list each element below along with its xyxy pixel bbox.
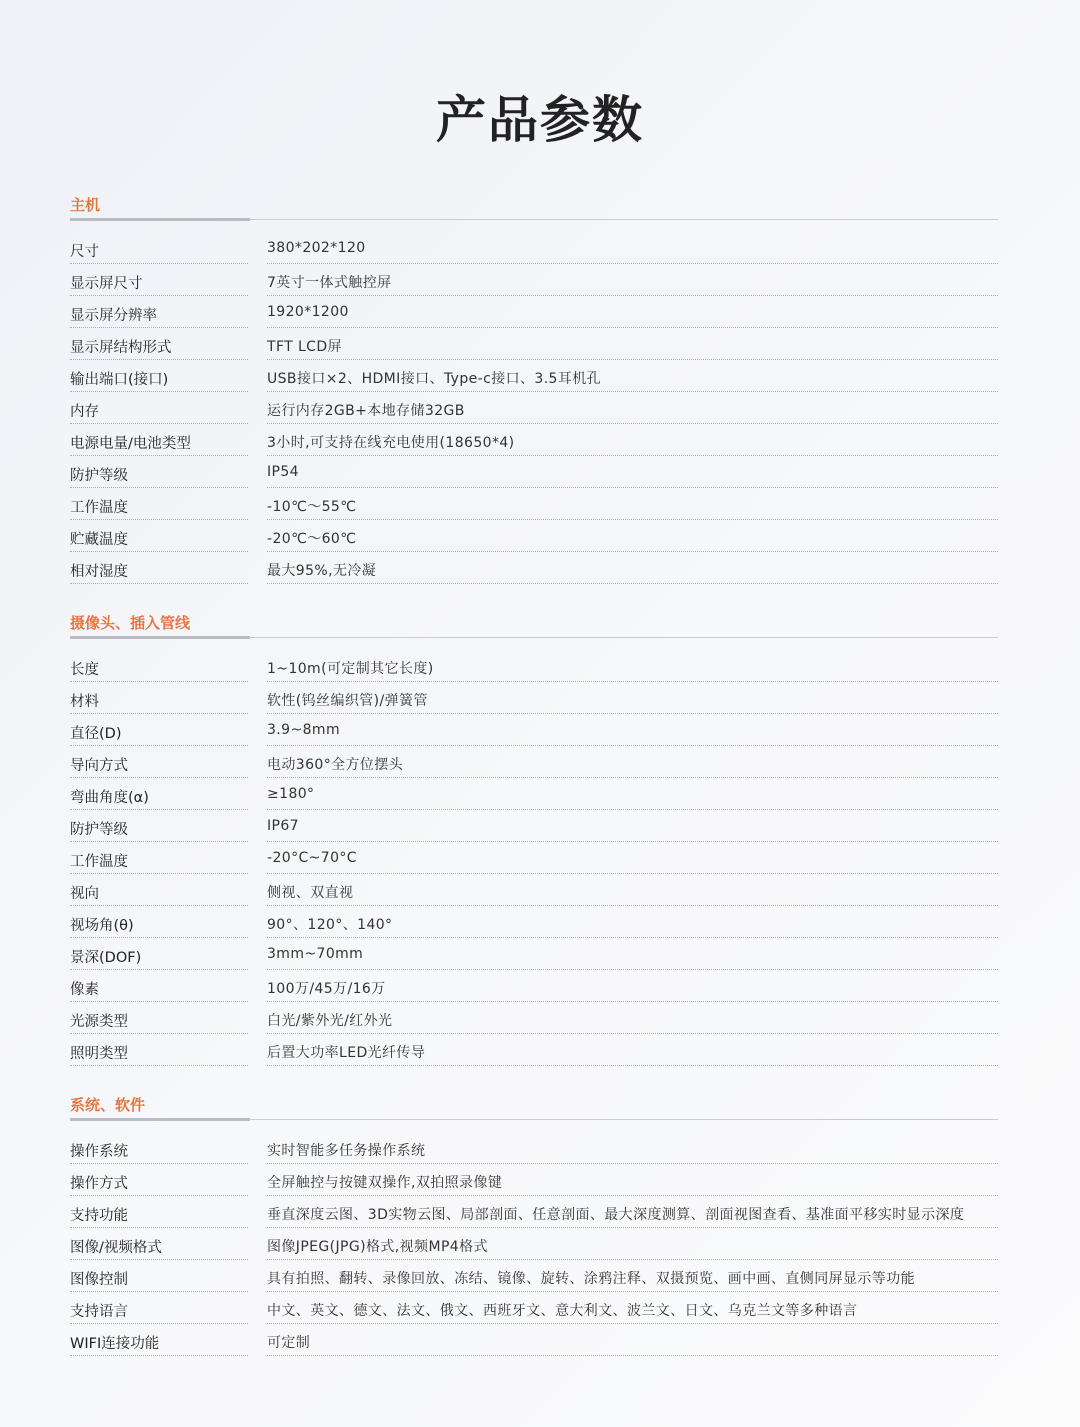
spec-table xyxy=(70,234,998,586)
value-dotted-rule xyxy=(267,937,998,938)
spec-row xyxy=(70,1134,998,1166)
spec-value: 垂直深度云图、3D实物云图、局部剖面、任意剖面、最大深度测算、剖面视图查看、基准面平移实时显示深度 xyxy=(267,1207,965,1223)
spec-label: 内存 xyxy=(70,404,99,420)
spec-value: 7英寸一体式触控屏 xyxy=(267,275,392,291)
value-dotted-rule xyxy=(267,681,998,682)
value-dotted-rule xyxy=(267,1227,998,1228)
spec-label: 工作温度 xyxy=(70,500,128,516)
label-dotted-rule xyxy=(70,1195,248,1196)
spec-label: 工作温度 xyxy=(70,854,128,870)
value-dotted-rule xyxy=(267,1355,998,1356)
label-dotted-rule xyxy=(70,1227,248,1228)
label-dotted-rule xyxy=(70,681,248,682)
spec-row xyxy=(70,940,998,972)
label-dotted-rule xyxy=(70,873,248,874)
spec-value: 图像JPEG(JPG)格式,视频MP4格式 xyxy=(267,1239,488,1255)
label-dotted-rule xyxy=(70,937,248,938)
spec-row xyxy=(70,394,998,426)
spec-value: -20℃～60℃ xyxy=(267,531,357,547)
spec-row xyxy=(70,1036,998,1068)
spec-row xyxy=(70,1230,998,1262)
spec-row xyxy=(70,844,998,876)
spec-row xyxy=(70,652,998,684)
spec-row xyxy=(70,716,998,748)
label-dotted-rule xyxy=(70,551,248,552)
section-host xyxy=(70,192,998,586)
value-dotted-rule xyxy=(267,1259,998,1260)
spec-row xyxy=(70,780,998,812)
value-dotted-rule xyxy=(267,873,998,874)
spec-table xyxy=(70,652,998,1068)
label-dotted-rule xyxy=(70,1355,248,1356)
value-dotted-rule xyxy=(267,391,998,392)
spec-label: 视向 xyxy=(70,886,99,902)
spec-row xyxy=(70,330,998,362)
spec-row xyxy=(70,972,998,1004)
spec-value: TFT LCD屏 xyxy=(267,339,342,355)
value-dotted-rule xyxy=(267,969,998,970)
section-title: 摄像头、插入管线 xyxy=(70,614,191,632)
label-dotted-rule xyxy=(70,423,248,424)
spec-label: 图像控制 xyxy=(70,1272,128,1288)
spec-label: 防护等级 xyxy=(70,468,128,484)
spec-row xyxy=(70,554,998,586)
section-divider-accent xyxy=(70,218,250,221)
spec-row xyxy=(70,426,998,458)
label-dotted-rule xyxy=(70,713,248,714)
spec-label: 显示屏分辨率 xyxy=(70,308,157,324)
spec-value: -20°C~70°C xyxy=(267,850,357,866)
spec-label: 长度 xyxy=(70,662,99,678)
value-dotted-rule xyxy=(267,327,998,328)
spec-value: 中文、英文、德文、法文、俄文、西班牙文、意大利文、波兰文、日文、乌克兰文等多种语言 xyxy=(267,1303,858,1319)
label-dotted-rule xyxy=(70,519,248,520)
spec-value: 90°、120°、140° xyxy=(267,917,393,933)
label-dotted-rule xyxy=(70,359,248,360)
value-dotted-rule xyxy=(267,487,998,488)
spec-value: 运行内存2GB+本地存储32GB xyxy=(267,403,465,419)
label-dotted-rule xyxy=(70,455,248,456)
spec-row xyxy=(70,1294,998,1326)
spec-label: WIFI连接功能 xyxy=(70,1336,160,1352)
spec-label: 尺寸 xyxy=(70,244,99,260)
value-dotted-rule xyxy=(267,841,998,842)
spec-label: 贮藏温度 xyxy=(70,532,128,548)
spec-label: 支持功能 xyxy=(70,1208,128,1224)
spec-row xyxy=(70,684,998,716)
spec-label: 防护等级 xyxy=(70,822,128,838)
label-dotted-rule xyxy=(70,1323,248,1324)
spec-label: 导向方式 xyxy=(70,758,128,774)
spec-label: 显示屏尺寸 xyxy=(70,276,143,292)
spec-table xyxy=(70,1134,998,1358)
value-dotted-rule xyxy=(267,809,998,810)
value-dotted-rule xyxy=(267,905,998,906)
label-dotted-rule xyxy=(70,327,248,328)
spec-value: 3小时,可支持在线充电使用(18650*4) xyxy=(267,435,515,451)
spec-row xyxy=(70,908,998,940)
spec-label: 景深(DOF) xyxy=(70,950,142,966)
label-dotted-rule xyxy=(70,1065,248,1066)
label-dotted-rule xyxy=(70,1163,248,1164)
label-dotted-rule xyxy=(70,1033,248,1034)
value-dotted-rule xyxy=(267,423,998,424)
value-dotted-rule xyxy=(267,1065,998,1066)
value-dotted-rule xyxy=(267,295,998,296)
spec-row xyxy=(70,1004,998,1036)
value-dotted-rule xyxy=(267,1195,998,1196)
spec-value: 3mm~70mm xyxy=(267,946,364,962)
spec-value: -10℃～55℃ xyxy=(267,499,357,515)
spec-label: 图像/视频格式 xyxy=(70,1240,162,1256)
value-dotted-rule xyxy=(267,713,998,714)
section-title: 主机 xyxy=(70,196,101,214)
spec-label: 弯曲角度(α) xyxy=(70,790,149,806)
spec-value: 后置大功率LED光纤传导 xyxy=(267,1045,426,1061)
spec-value: 侧视、双直视 xyxy=(267,885,354,901)
spec-label: 像素 xyxy=(70,982,99,998)
spec-row xyxy=(70,522,998,554)
section-title: 系统、软件 xyxy=(70,1096,146,1114)
spec-row xyxy=(70,298,998,330)
value-dotted-rule xyxy=(267,551,998,552)
label-dotted-rule xyxy=(70,777,248,778)
value-dotted-rule xyxy=(267,359,998,360)
page-title: 产品参数 xyxy=(436,91,644,149)
value-dotted-rule xyxy=(267,1033,998,1034)
spec-value: 可定制 xyxy=(267,1335,311,1351)
value-dotted-rule xyxy=(267,1323,998,1324)
label-dotted-rule xyxy=(70,1001,248,1002)
spec-value: 100万/45万/16万 xyxy=(267,981,386,997)
value-dotted-rule xyxy=(267,1001,998,1002)
label-dotted-rule xyxy=(70,295,248,296)
value-dotted-rule xyxy=(267,745,998,746)
label-dotted-rule xyxy=(70,1291,248,1292)
spec-value: 3.9~8mm xyxy=(267,722,340,738)
spec-label: 支持语言 xyxy=(70,1304,128,1320)
value-dotted-rule xyxy=(267,519,998,520)
spec-row xyxy=(70,1262,998,1294)
spec-value: 电动360°全方位摆头 xyxy=(267,757,404,773)
spec-value: IP54 xyxy=(267,464,299,480)
spec-label: 视场角(θ) xyxy=(70,918,134,934)
label-dotted-rule xyxy=(70,583,248,584)
label-dotted-rule xyxy=(70,809,248,810)
spec-value: 1~10m(可定制其它长度) xyxy=(267,661,434,677)
value-dotted-rule xyxy=(267,583,998,584)
label-dotted-rule xyxy=(70,745,248,746)
spec-value: IP67 xyxy=(267,818,299,834)
section-camera-probe xyxy=(70,610,998,1068)
section-header xyxy=(70,610,998,638)
spec-row xyxy=(70,1166,998,1198)
section-system-software xyxy=(70,1092,998,1358)
spec-row xyxy=(70,234,998,266)
spec-value: 具有拍照、翻转、录像回放、冻结、镜像、旋转、涂鸦注释、双摄预览、画中画、直侧同屏显示等功能 xyxy=(267,1271,915,1287)
spec-value: 380*202*120 xyxy=(267,240,366,256)
label-dotted-rule xyxy=(70,263,248,264)
spec-value: ≥180° xyxy=(267,786,315,802)
value-dotted-rule xyxy=(267,263,998,264)
spec-row xyxy=(70,876,998,908)
spec-value: 全屏触控与按键双操作,双拍照录像键 xyxy=(267,1175,503,1191)
label-dotted-rule xyxy=(70,1259,248,1260)
spec-label: 照明类型 xyxy=(70,1046,128,1062)
value-dotted-rule xyxy=(267,1163,998,1164)
section-header xyxy=(70,1092,998,1120)
label-dotted-rule xyxy=(70,841,248,842)
spec-label: 操作方式 xyxy=(70,1176,128,1192)
label-dotted-rule xyxy=(70,391,248,392)
section-divider-accent xyxy=(70,636,250,639)
spec-row xyxy=(70,748,998,780)
spec-row xyxy=(70,490,998,522)
spec-row xyxy=(70,266,998,298)
label-dotted-rule xyxy=(70,487,248,488)
spec-row xyxy=(70,1198,998,1230)
spec-label: 操作系统 xyxy=(70,1144,128,1160)
spec-value: USB接口×2、HDMI接口、Type-c接口、3.5耳机孔 xyxy=(267,371,602,387)
spec-row xyxy=(70,1326,998,1358)
spec-label: 光源类型 xyxy=(70,1014,128,1030)
value-dotted-rule xyxy=(267,455,998,456)
section-header xyxy=(70,192,998,220)
label-dotted-rule xyxy=(70,969,248,970)
spec-value: 白光/紫外光/红外光 xyxy=(267,1013,393,1029)
spec-value: 1920*1200 xyxy=(267,304,349,320)
spec-label: 材料 xyxy=(70,694,99,710)
value-dotted-rule xyxy=(267,1291,998,1292)
spec-label: 电源电量/电池类型 xyxy=(70,436,191,452)
spec-value: 实时智能多任务操作系统 xyxy=(267,1143,426,1159)
spec-value: 最大95%,无冷凝 xyxy=(267,563,377,579)
value-dotted-rule xyxy=(267,777,998,778)
spec-row xyxy=(70,812,998,844)
spec-label: 显示屏结构形式 xyxy=(70,340,172,356)
spec-row xyxy=(70,458,998,490)
spec-value: 软性(钨丝编织管)/弹簧管 xyxy=(267,693,428,709)
spec-label: 直径(D) xyxy=(70,726,122,742)
spec-label: 输出端口(接口) xyxy=(70,372,169,388)
spec-row xyxy=(70,362,998,394)
section-divider-accent xyxy=(70,1118,250,1121)
label-dotted-rule xyxy=(70,905,248,906)
spec-label: 相对湿度 xyxy=(70,564,128,580)
